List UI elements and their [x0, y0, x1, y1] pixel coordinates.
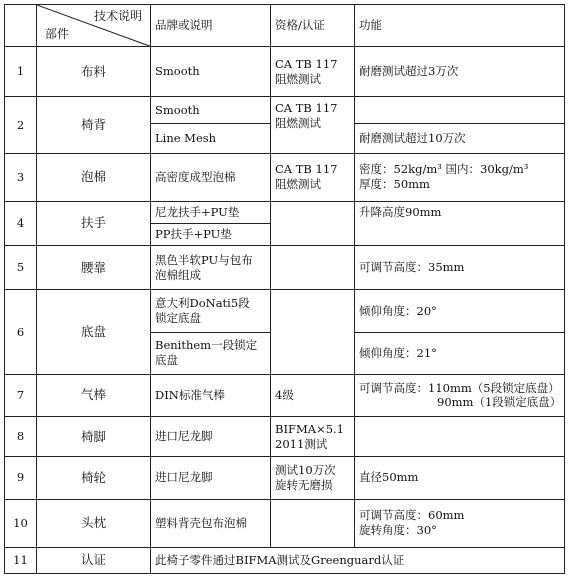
function-cell: 直径50mm: [355, 457, 565, 499]
row-number: 11: [5, 547, 37, 573]
cert-line: 2011测试: [275, 436, 328, 451]
cert-cell: 4级: [271, 374, 355, 416]
part-name: 底盘: [37, 290, 151, 374]
header-function: 功能: [355, 5, 565, 47]
table-row: [5, 202, 565, 224]
cert-line: CA TB 117: [275, 101, 338, 116]
function-cell: 耐磨测试超过3万次: [355, 47, 565, 97]
cert-line: 测试10万次: [275, 462, 336, 477]
brand-cell: Line Mesh: [151, 123, 271, 153]
row-number: 5: [5, 246, 37, 290]
cert-line: CA TB 117: [275, 162, 338, 177]
cert-cell: [271, 153, 355, 201]
certification-note: 此椅子零件通过BIFMA测试及Greenguard认证: [151, 547, 565, 573]
part-name: 椅脚: [37, 417, 151, 457]
cert-cell: [271, 246, 355, 290]
row-number: 1: [5, 47, 37, 97]
cert-line: 阻燃测试: [275, 177, 321, 192]
cert-line: 阻燃测试: [275, 71, 321, 86]
table-row: [5, 547, 565, 573]
table-row: [5, 499, 565, 547]
table-row: [5, 290, 565, 332]
row-number: 2: [5, 97, 37, 153]
brand-cell: 进口尼龙脚: [151, 457, 271, 499]
cert-line: 旋转无磨损: [275, 477, 333, 492]
cert-cell: [271, 417, 355, 457]
row-number: 9: [5, 457, 37, 499]
brand-line: 黑色半软PU与包布: [155, 252, 253, 267]
brand-cell: 进口尼龙脚: [151, 417, 271, 457]
brand-cell: DIN标准气棒: [151, 374, 271, 416]
function-cell: [355, 499, 565, 547]
header-brand: 品牌或说明: [151, 5, 271, 47]
brand-cell: [151, 332, 271, 374]
brand-cell: Smooth: [151, 97, 271, 123]
part-name: 椅背: [37, 97, 151, 153]
row-number: 7: [5, 374, 37, 416]
part-name: 布料: [37, 47, 151, 97]
function-cell: 倾仰角度：20°: [355, 290, 565, 332]
header-num-cell: [5, 5, 37, 47]
function-cell: 升降高度90mm: [355, 202, 565, 246]
brand-cell: 尼龙扶手+PU垫: [151, 202, 271, 224]
part-name: 气棒: [37, 374, 151, 416]
part-name: 椅轮: [37, 457, 151, 499]
function-cell: [355, 97, 565, 123]
function-line: 可调节高度：60mm: [359, 508, 465, 523]
brand-cell: 高密度成型泡棉: [151, 153, 271, 201]
function-cell: [355, 153, 565, 201]
row-number: 3: [5, 153, 37, 201]
cert-cell: [271, 499, 355, 547]
brand-cell: [151, 290, 271, 332]
table-row: [5, 47, 565, 97]
header-cert: 资格/认证: [271, 5, 355, 47]
row-number: 4: [5, 202, 37, 246]
brand-line: Benithem一段锁定: [155, 338, 258, 353]
function-line: 旋转角度：30°: [359, 523, 437, 538]
brand-cell: 塑料背壳包布泡棉: [151, 499, 271, 547]
function-cell: 倾仰角度：21°: [355, 332, 565, 374]
part-name: 腰靠: [37, 246, 151, 290]
function-line: 密度：52kg/m³ 国内：30kg/m³: [359, 162, 529, 177]
brand-cell: PP扶手+PU垫: [151, 224, 271, 246]
function-cell: [355, 417, 565, 457]
brand-line: 锁定底盘: [155, 311, 201, 326]
part-name: 扶手: [37, 202, 151, 246]
row-number: 8: [5, 417, 37, 457]
brand-cell: [151, 246, 271, 290]
table-row: [5, 97, 565, 123]
header-tech-label: 技术说明: [93, 9, 142, 23]
cert-cell: [271, 97, 355, 153]
function-cell: [355, 374, 565, 416]
cert-cell: [271, 202, 355, 246]
table-row: [5, 417, 565, 457]
table-row: [5, 246, 565, 290]
cert-cell: [271, 290, 355, 374]
function-cell: 可调节高度：35mm: [355, 246, 565, 290]
cert-line: CA TB 117: [275, 56, 338, 71]
function-line: 厚度：50mm: [359, 177, 430, 192]
function-line: 90mm（1段锁定底盘）: [437, 395, 562, 410]
header-diagonal-cell: [37, 5, 151, 47]
row-number: 6: [5, 290, 37, 374]
brand-line: 意大利DoNati5段: [155, 296, 250, 311]
row-number: 10: [5, 499, 37, 547]
function-cell: 耐磨测试超过10万次: [355, 123, 565, 153]
function-line: 可调节高度：110mm（5段锁定底盘）: [359, 380, 560, 395]
table-row: [5, 153, 565, 201]
part-name: 泡棉: [37, 153, 151, 201]
brand-line: 泡棉组成: [155, 267, 201, 282]
table-row: [5, 457, 565, 499]
part-name: 头枕: [37, 499, 151, 547]
part-name: 认证: [37, 547, 151, 573]
cert-line: BIFMA×5.1: [275, 421, 344, 436]
table-row: [5, 374, 565, 416]
brand-cell: Smooth: [151, 47, 271, 97]
header-part-label: 部件: [45, 26, 70, 41]
cert-cell: [271, 457, 355, 499]
spec-table: [4, 4, 565, 574]
brand-line: 底盘: [155, 353, 178, 368]
cert-line: 阻燃测试: [275, 116, 321, 131]
header-row: [5, 5, 565, 47]
cert-cell: [271, 47, 355, 97]
